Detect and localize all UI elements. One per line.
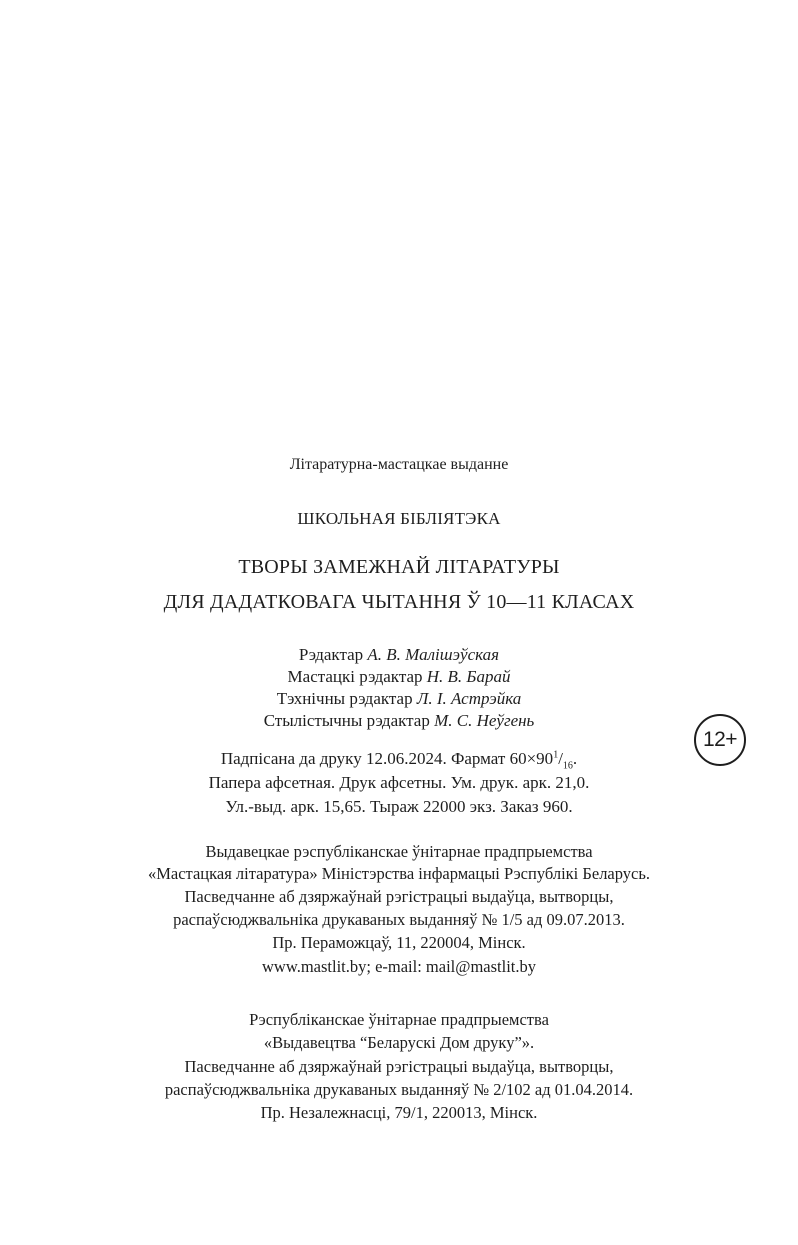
print-signed-text: Падпісана да друку 12.06.2024. Фармат 60×90	[220, 749, 554, 768]
art-editor-role: Мастацкі рэдактар	[287, 667, 423, 686]
style-editor-name: М. С. Неўгень	[434, 711, 535, 730]
age-rating-badge: 12+	[694, 714, 746, 766]
editor-credit	[0, 645, 798, 665]
publisher-line: распаўсюджвальніка друкаваных выданняў № 1/5 ад 09.07.2013.	[173, 910, 625, 929]
format-sup: 1	[553, 749, 559, 761]
art-editor-credit	[0, 667, 798, 687]
editor-role: Рэдактар	[298, 645, 364, 664]
tech-editor-name: Л. І. Астрэйка	[416, 689, 522, 708]
art-editor-name: Н. В. Барай	[426, 667, 511, 686]
publisher-web: www.mastlit.by; e-mail: mail@mastlit.by	[262, 957, 536, 976]
tech-editor-role: Тэхнічны рэдактар	[276, 689, 413, 708]
printer-address: Пр. Незалежнасці, 79/1, 220013, Мінск.	[260, 1103, 538, 1122]
publisher-line: Пасведчанне аб дзяржаўнай рэгістрацыі выдаўца, вытворцы,	[184, 887, 614, 906]
print-run-line: Ул.-выд. арк. 15,65. Тыраж 22000 экз. Заказ 960.	[225, 797, 573, 816]
genre-label: Літаратурна-мастацкае выданне	[289, 456, 509, 473]
publisher-address: Пр. Пераможцаў, 11, 220004, Мінск.	[272, 933, 526, 952]
printer-line: «Выдавецтва “Беларускі Дом друку”».	[263, 1033, 535, 1052]
tech-editor-credit	[0, 689, 798, 709]
printer-line: Пасведчанне аб дзяржаўнай рэгістрацыі выдаўца, вытворцы,	[184, 1057, 614, 1076]
printer-line: Рэспубліканскае ўнітарнае прадпрыемства	[249, 1010, 549, 1029]
editor-name: А. В. Малішэўская	[367, 645, 500, 664]
style-editor-role: Стылістычны рэдактар	[263, 711, 430, 730]
series-title: ШКОЛЬНАЯ БІБЛІЯТЭКА	[297, 509, 501, 528]
book-title-line-1: ТВОРЫ ЗАМЕЖНАЙ ЛІТАРАТУРЫ	[238, 556, 560, 578]
publisher-line: «Мастацкая літаратура» Міністэрства інфармацыі Рэспублікі Беларусь.	[147, 864, 651, 883]
publisher-line: Выдавецкае рэспубліканскае ўнітарнае прадпрыемства	[205, 842, 593, 861]
print-signed-line: Падпісана да друку 12.06.2024. Фармат $60\times 90^1/_{16}$.	[220, 749, 578, 772]
format-sub: 16	[562, 760, 573, 772]
book-title-line-2: ДЛЯ ДАДАТКОВАГА ЧЫТАННЯ Ў 10—11 КЛАСАХ	[163, 591, 635, 613]
printer-line: распаўсюджвальніка друкаваных выданняў № 2/102 ад 01.04.2014.	[164, 1080, 634, 1099]
style-editor-credit	[0, 711, 798, 731]
print-paper-line: Папера афсетная. Друк афсетны. Ум. друк. арк. 21,0.	[208, 773, 590, 792]
